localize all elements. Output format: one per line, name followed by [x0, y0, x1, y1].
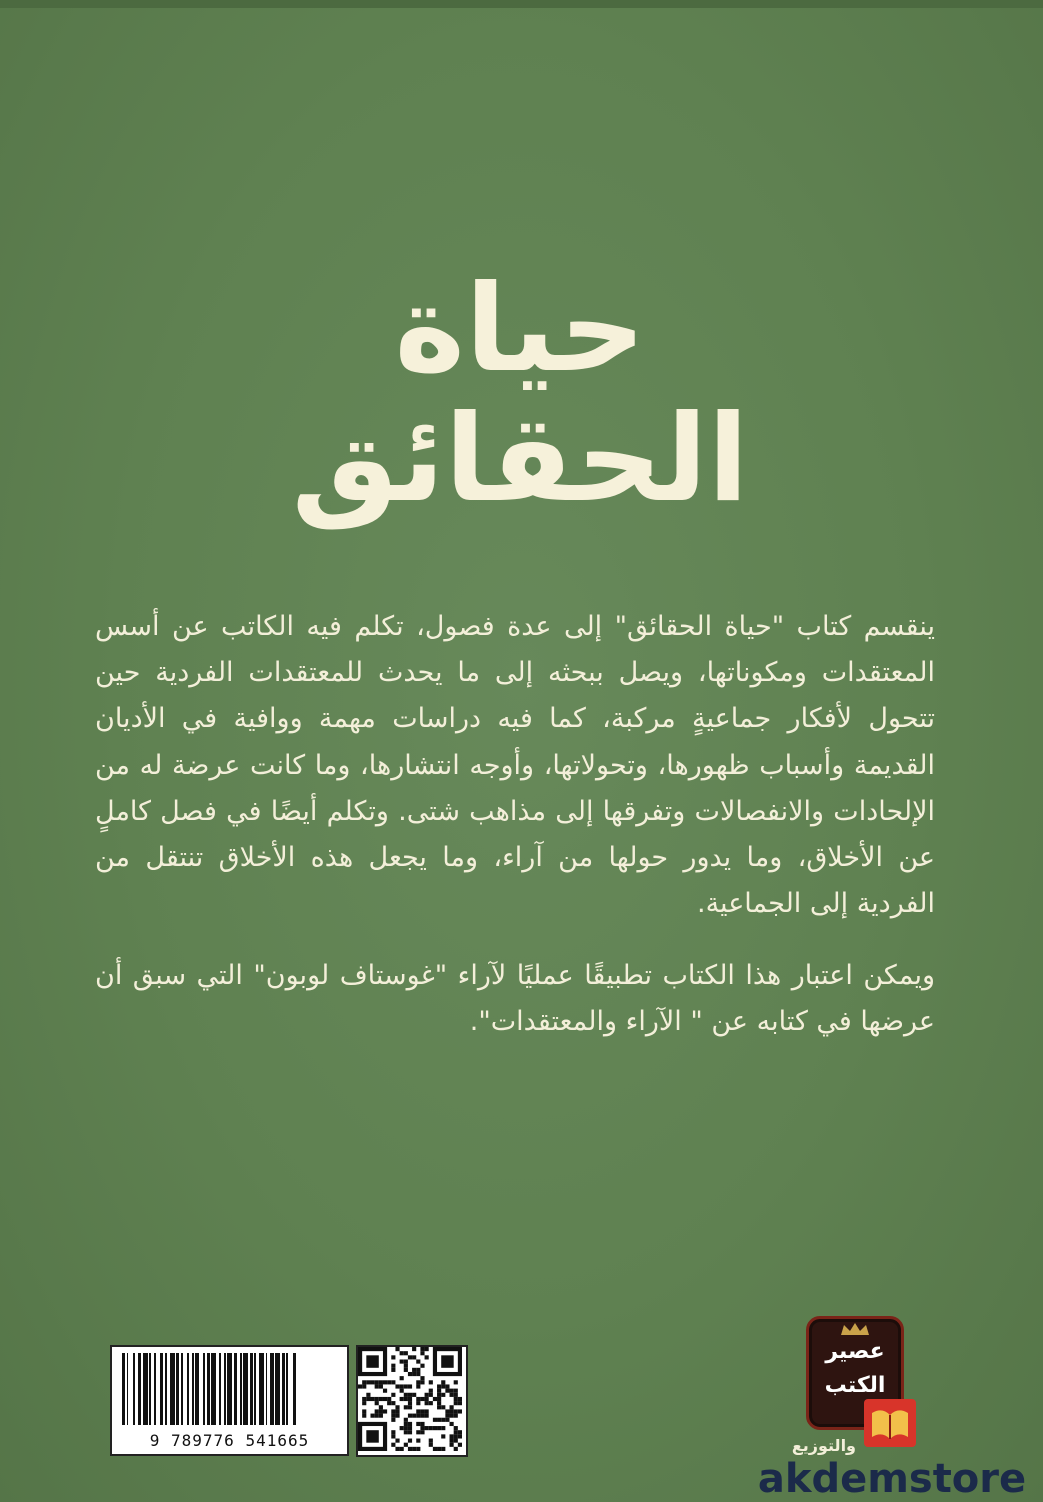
qr-module — [404, 1351, 408, 1355]
qr-module — [441, 1447, 445, 1451]
qr-module — [358, 1384, 362, 1388]
qr-module — [408, 1426, 412, 1430]
qr-module — [454, 1397, 458, 1401]
qr-module — [416, 1422, 420, 1426]
qr-module — [379, 1405, 383, 1409]
qr-module — [404, 1368, 408, 1372]
qr-module — [454, 1434, 458, 1438]
qr-module — [437, 1384, 441, 1388]
qr-module — [458, 1397, 462, 1401]
qr-module — [412, 1347, 416, 1351]
qr-module — [433, 1418, 437, 1422]
qr-module — [458, 1401, 462, 1405]
qr-module — [383, 1389, 387, 1393]
qr-module — [366, 1380, 370, 1384]
qr-module — [379, 1380, 383, 1384]
qr-module — [362, 1380, 366, 1384]
qr-module — [441, 1418, 445, 1422]
qr-module — [437, 1401, 441, 1405]
qr-module — [383, 1380, 387, 1384]
qr-module — [445, 1389, 449, 1393]
qr-module — [391, 1409, 395, 1413]
qr-module — [416, 1409, 420, 1413]
qr-module — [370, 1397, 374, 1401]
qr-module — [454, 1389, 458, 1393]
qr-module — [362, 1409, 366, 1413]
qr-module — [425, 1347, 429, 1351]
qr-module — [437, 1397, 441, 1401]
qr-module — [408, 1414, 412, 1418]
qr-module — [420, 1380, 424, 1384]
qr-module — [404, 1393, 408, 1397]
qr-module — [450, 1422, 454, 1426]
qr-module — [400, 1447, 404, 1451]
qr-module — [395, 1439, 399, 1443]
qr-module — [416, 1359, 420, 1363]
qr-module — [391, 1430, 395, 1434]
publisher-tagline: والتوزيع — [791, 1436, 856, 1455]
cover-top-edge — [0, 0, 1043, 8]
isbn-barcode — [110, 1345, 349, 1456]
qr-module — [408, 1372, 412, 1376]
qr-module — [404, 1359, 408, 1363]
qr-module — [408, 1384, 412, 1388]
qr-module — [420, 1376, 424, 1380]
qr-module — [375, 1397, 379, 1401]
qr-module — [458, 1443, 462, 1447]
qr-module — [416, 1380, 420, 1384]
qr-module — [366, 1397, 370, 1401]
qr-module — [387, 1401, 391, 1405]
qr-module — [400, 1351, 404, 1355]
qr-module — [437, 1426, 441, 1430]
qr-module — [437, 1393, 441, 1397]
qr-module — [400, 1389, 404, 1393]
qr-module — [429, 1443, 433, 1447]
qr-module — [408, 1422, 412, 1426]
qr-module — [433, 1397, 437, 1401]
qr-module — [404, 1405, 408, 1409]
qr-module — [391, 1355, 395, 1359]
qr-module — [450, 1443, 454, 1447]
qr-module — [412, 1368, 416, 1372]
qr-module — [416, 1439, 420, 1443]
qr-module — [416, 1430, 420, 1434]
qr-module — [425, 1355, 429, 1359]
qr-module — [437, 1389, 441, 1393]
qr-module — [441, 1405, 445, 1409]
qr-module — [391, 1418, 395, 1422]
qr-module — [420, 1426, 424, 1430]
qr-module — [458, 1434, 462, 1438]
qr-module — [420, 1414, 424, 1418]
qr-module — [375, 1409, 379, 1413]
store-watermark-logo — [742, 1452, 1043, 1502]
qr-module — [445, 1418, 449, 1422]
qr-module — [408, 1405, 412, 1409]
qr-module — [412, 1447, 416, 1451]
qr-module — [400, 1397, 404, 1401]
qr-module — [391, 1414, 395, 1418]
qr-module — [429, 1393, 433, 1397]
qr-module — [387, 1397, 391, 1401]
qr-module — [375, 1401, 379, 1405]
qr-module — [395, 1409, 399, 1413]
qr-module — [420, 1422, 424, 1426]
qr-module — [404, 1430, 408, 1434]
qr-module — [425, 1397, 429, 1401]
qr-module — [416, 1414, 420, 1418]
qr-module — [425, 1401, 429, 1405]
qr-module — [450, 1405, 454, 1409]
qr-module — [454, 1447, 458, 1451]
qr-module — [387, 1380, 391, 1384]
qr-module — [412, 1355, 416, 1359]
qr-module — [395, 1447, 399, 1451]
qr-code — [356, 1345, 468, 1457]
qr-code-pattern — [358, 1347, 462, 1451]
qr-module — [425, 1426, 429, 1430]
qr-module — [441, 1384, 445, 1388]
qr-module — [408, 1401, 412, 1405]
qr-module — [408, 1393, 412, 1397]
qr-module — [425, 1414, 429, 1418]
qr-module — [391, 1380, 395, 1384]
qr-module — [391, 1368, 395, 1372]
qr-module — [458, 1409, 462, 1413]
publisher-logo-line-2: الكتب — [824, 1373, 886, 1398]
qr-module — [404, 1443, 408, 1447]
qr-module — [375, 1380, 379, 1384]
qr-module — [416, 1447, 420, 1451]
qr-module — [454, 1393, 458, 1397]
qr-module — [416, 1368, 420, 1372]
qr-module — [420, 1397, 424, 1401]
qr-module — [433, 1447, 437, 1451]
qr-module — [450, 1439, 454, 1443]
qr-module — [450, 1434, 454, 1438]
qr-module — [395, 1405, 399, 1409]
qr-module — [425, 1393, 429, 1397]
qr-module — [379, 1384, 383, 1388]
qr-module — [450, 1389, 454, 1393]
qr-module — [433, 1426, 437, 1430]
qr-module — [425, 1409, 429, 1413]
qr-module — [408, 1447, 412, 1451]
qr-module — [420, 1430, 424, 1434]
qr-module — [445, 1409, 449, 1413]
qr-module — [383, 1397, 387, 1401]
qr-finder-square — [441, 1355, 453, 1367]
qr-module — [454, 1401, 458, 1405]
qr-module — [412, 1393, 416, 1397]
book-title-line-1: حياة — [394, 260, 646, 399]
qr-module — [404, 1418, 408, 1422]
qr-module — [395, 1347, 399, 1351]
book-title-line-2: الحقائق — [291, 390, 749, 529]
qr-module — [404, 1426, 408, 1430]
description-paragraph-2: ويمكن اعتبار هذا الكتاب تطبيقًا عمليًا لآراء "غوستاف لوبون" التي سبق أن عرضها في كتابه عن " الآراء والمعتقدات". — [95, 960, 935, 1038]
qr-module — [362, 1384, 366, 1388]
qr-module — [408, 1430, 412, 1434]
qr-module — [383, 1409, 387, 1413]
qr-module — [391, 1364, 395, 1368]
qr-module — [429, 1426, 433, 1430]
barcode-bars — [122, 1353, 337, 1425]
qr-module — [441, 1393, 445, 1397]
qr-module — [391, 1434, 395, 1438]
qr-module — [454, 1414, 458, 1418]
qr-module — [375, 1414, 379, 1418]
isbn-number: 9 789776 541665 — [149, 1431, 310, 1450]
qr-module — [416, 1397, 420, 1401]
qr-module — [416, 1372, 420, 1376]
qr-module — [458, 1430, 462, 1434]
watermark-text: akdemstore — [757, 1456, 1027, 1502]
qr-module — [395, 1384, 399, 1388]
qr-module — [400, 1376, 404, 1380]
qr-finder-square — [366, 1430, 378, 1442]
qr-module — [379, 1414, 383, 1418]
qr-module — [454, 1426, 458, 1430]
qr-module — [379, 1409, 383, 1413]
qr-module — [391, 1443, 395, 1447]
qr-module — [420, 1364, 424, 1368]
qr-module — [400, 1426, 404, 1430]
qr-module — [395, 1414, 399, 1418]
open-book-icon — [858, 1393, 922, 1453]
qr-module — [429, 1389, 433, 1393]
qr-module — [429, 1439, 433, 1443]
qr-module — [450, 1409, 454, 1413]
qr-module — [420, 1347, 424, 1351]
qr-module — [412, 1372, 416, 1376]
qr-finder-square — [366, 1355, 378, 1367]
qr-module — [370, 1380, 374, 1384]
qr-module — [445, 1414, 449, 1418]
qr-module — [445, 1384, 449, 1388]
qr-module — [429, 1401, 433, 1405]
qr-module — [437, 1447, 441, 1451]
qr-module — [450, 1393, 454, 1397]
qr-module — [420, 1351, 424, 1355]
description-paragraph-1: ينقسم كتاب "حياة الحقائق" إلى عدة فصول، تكلم فيه الكاتب عن أسس المعتقدات ومكوناتها، ويصل ببحثه إلى ما يحدث للمعتقدات الفردية حين تتحول لأفكار جماعيةٍ مركبة، كما فيه دراسات مهمة ووافية في الأديان القديمة وأسباب ظهورها، وتحولاتها، وأوجه انتشارها، وما كانت عرضة له من الإلحادات والانفصالات وتفرقها إلى مذاهب شتى. وتكلم أيضًا في فصل كاملٍ عن الأخلاق، وما يدور حولها من آراء، وما يجعل هذه الأخلاق تنتقل من الفردية إلى الجماعية. — [95, 611, 935, 920]
qr-module — [441, 1380, 445, 1384]
publisher-logo-line-1: عصير — [825, 1339, 885, 1364]
qr-module — [437, 1405, 441, 1409]
qr-module — [408, 1355, 412, 1359]
qr-module — [370, 1414, 374, 1418]
qr-module — [379, 1397, 383, 1401]
qr-module — [429, 1380, 433, 1384]
qr-module — [391, 1401, 395, 1405]
qr-module — [441, 1426, 445, 1430]
qr-module — [391, 1393, 395, 1397]
qr-module — [404, 1364, 408, 1368]
qr-module — [408, 1439, 412, 1443]
qr-module — [404, 1384, 408, 1388]
qr-module — [412, 1414, 416, 1418]
qr-module — [404, 1422, 408, 1426]
barcode-bar — [296, 1353, 298, 1425]
qr-module — [416, 1401, 420, 1405]
qr-module — [416, 1384, 420, 1388]
qr-module — [400, 1359, 404, 1363]
qr-module — [375, 1384, 379, 1388]
qr-module — [454, 1409, 458, 1413]
qr-module — [454, 1439, 458, 1443]
qr-module — [450, 1414, 454, 1418]
qr-module — [366, 1393, 370, 1397]
qr-module — [362, 1397, 366, 1401]
qr-module — [454, 1380, 458, 1384]
qr-module — [362, 1414, 366, 1418]
qr-module — [400, 1384, 404, 1388]
crown-icon — [839, 1321, 871, 1337]
qr-module — [404, 1397, 408, 1401]
qr-module — [408, 1397, 412, 1401]
qr-module — [441, 1434, 445, 1438]
qr-module — [437, 1418, 441, 1422]
qr-module — [420, 1409, 424, 1413]
qr-module — [454, 1430, 458, 1434]
qr-module — [362, 1401, 366, 1405]
